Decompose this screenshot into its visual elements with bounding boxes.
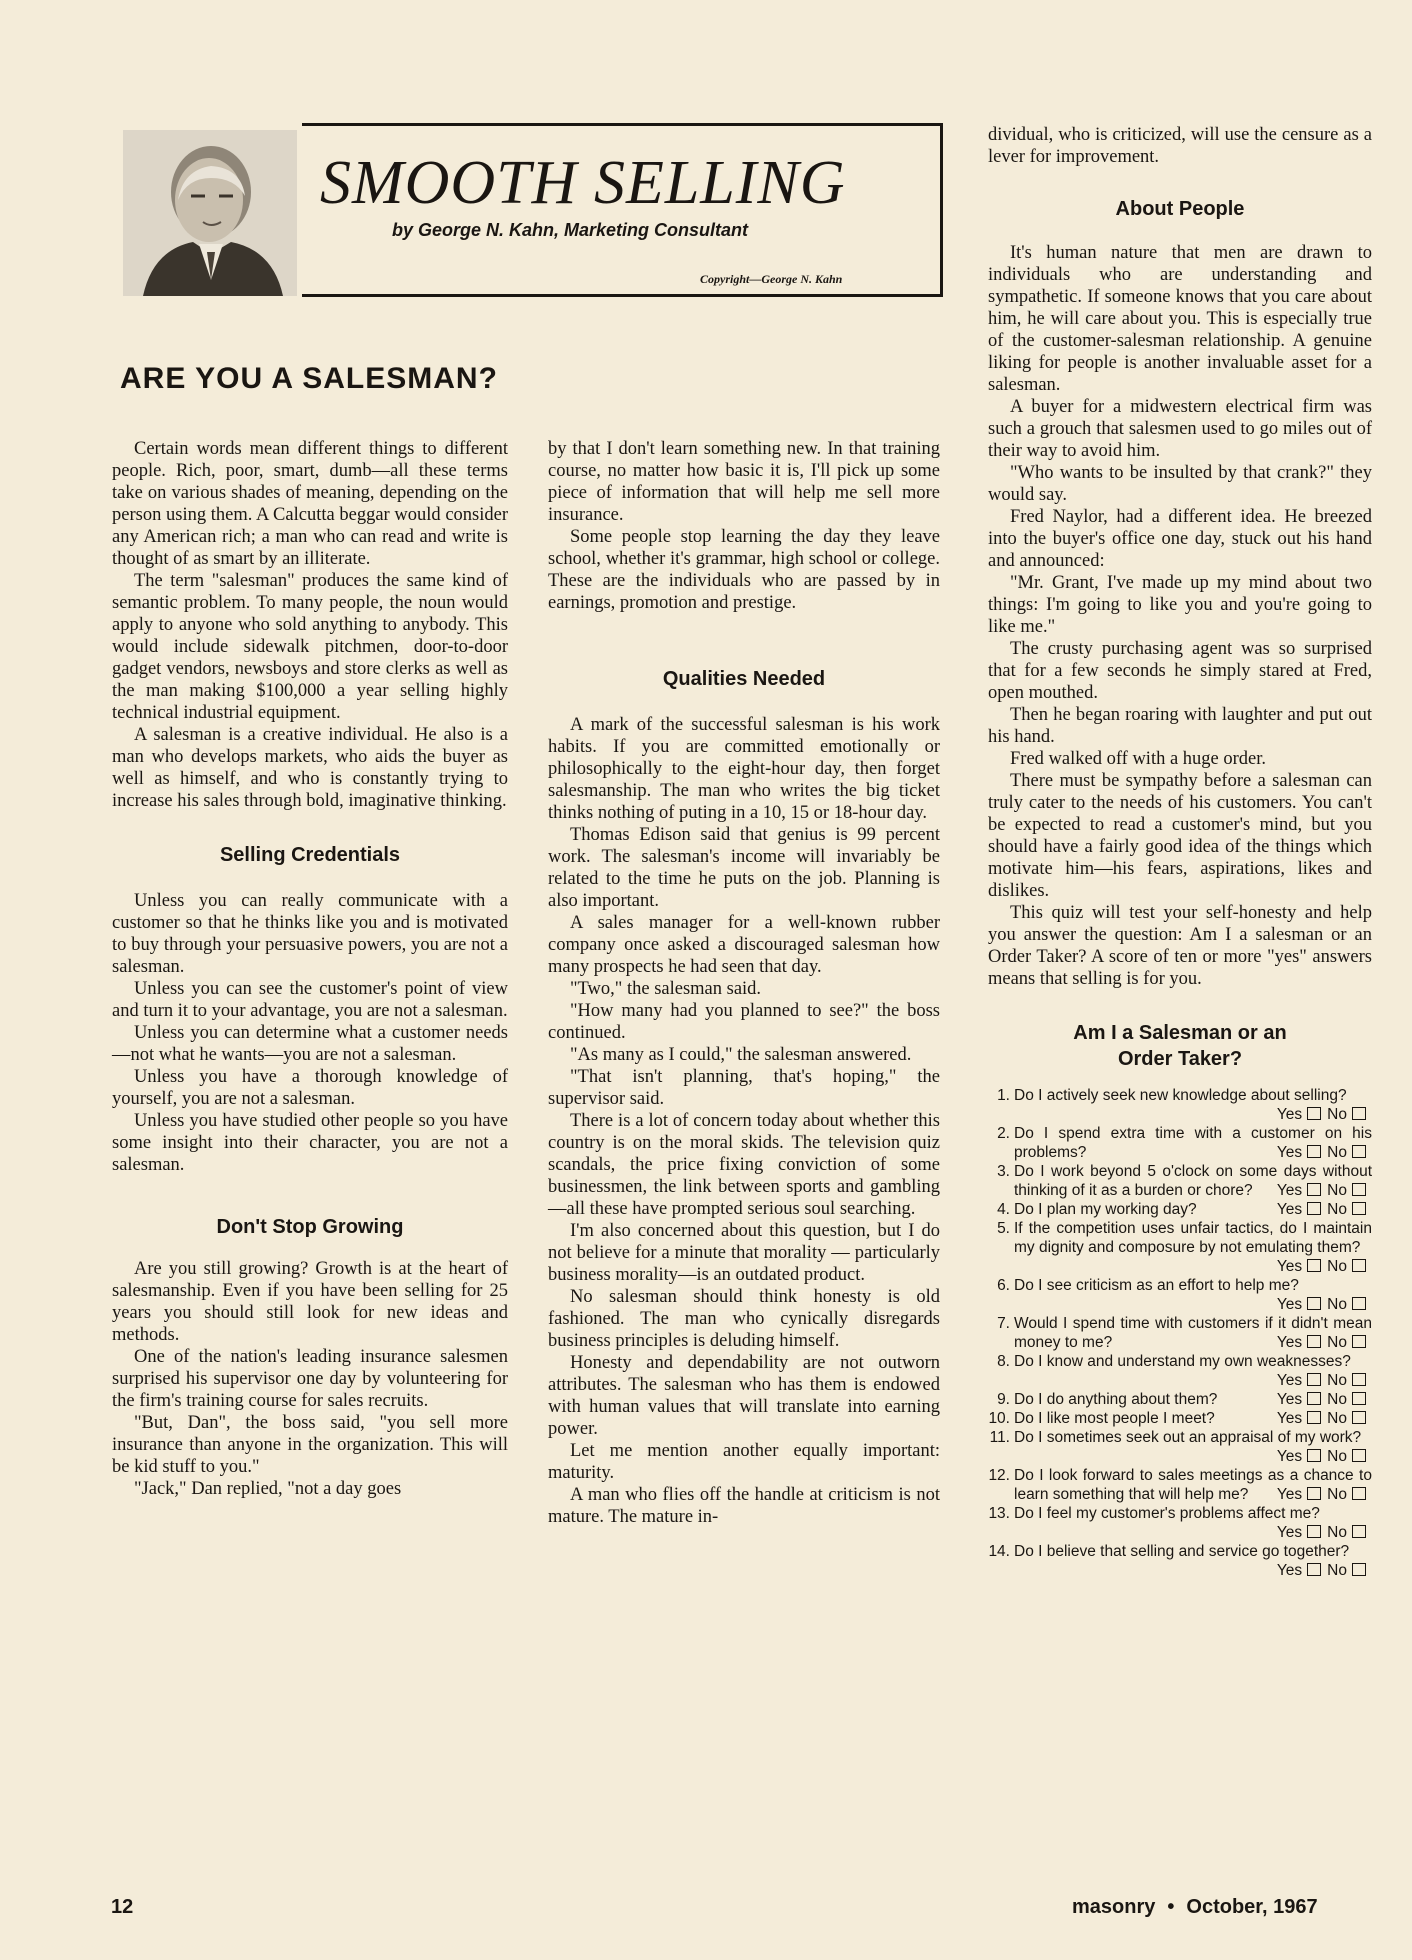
quiz-item [988,1466,1372,1504]
no-label: No [1327,1296,1347,1313]
no-checkbox[interactable] [1352,1449,1366,1462]
paragraph: Honesty and dependability are not outworn attributes. The salesman who has them is endowed with human values that will translate into earning power. [548,1353,940,1439]
article-title: ARE YOU A SALESMAN? [120,362,498,395]
yes-label: Yes [1276,1562,1303,1579]
no-label: No [1327,1410,1347,1427]
quiz-item [988,1409,1372,1428]
no-label: No [1327,1258,1347,1275]
section-heading-about-people: About People [1115,198,1245,220]
yes-no-answer [1277,1295,1372,1314]
quiz-question: Do I know and understand my own weaknesses? [1014,1353,1351,1370]
quiz-question: Do I plan my working day? [1014,1201,1197,1218]
yes-label: Yes [1276,1448,1303,1465]
quiz-question: Do I see criticism as an effort to help me? [1014,1277,1299,1294]
paragraph: "Two," the salesman said. [570,979,762,999]
paragraph: A man who flies off the handle at criticism is not mature. The mature in- [548,1485,940,1527]
quiz-list [988,1086,1372,1580]
column-3 [988,124,1372,1580]
quiz-item-number: 4. [997,1201,1010,1218]
paragraph: A salesman is a creative individual. He also is a man who develops markets, who aids the buyer as well as himself, and who is constantly trying to increase his sales through bold, imaginative thinking. [112,725,508,811]
quiz-question: Do I believe that selling and service go together? [1014,1543,1350,1560]
quiz-item [988,1504,1372,1542]
section-heading-selling-credentials: Selling Credentials [219,844,401,866]
quiz-item [988,1219,1372,1276]
quiz-question: Do I actively seek new knowledge about selling? [1014,1087,1347,1104]
yes-label: Yes [1276,1334,1303,1351]
yes-no-answer [1277,1200,1372,1219]
section-heading-dont-stop-growing: Don't Stop Growing [216,1216,404,1238]
quiz-item-number: 1. [997,1087,1010,1104]
quiz-item [988,1124,1372,1162]
paragraph: by that I don't learn something new. In that training course, no matter how basic it is, I'll pick up some piece of information that will help me sell more insurance. [548,439,940,525]
no-label: No [1327,1201,1347,1218]
no-checkbox[interactable] [1352,1259,1366,1272]
no-label: No [1327,1448,1347,1465]
quiz-question: Do I spend extra time with a customer on his problems? [1014,1125,1372,1161]
author-portrait-image [123,130,297,296]
quiz-item [988,1162,1372,1200]
no-checkbox[interactable] [1352,1487,1366,1500]
yes-label: Yes [1276,1524,1303,1541]
quiz-question: Do I do anything about them? [1014,1391,1218,1408]
yes-no-answer [1277,1485,1372,1504]
paragraph: Fred walked off with a huge order. [1010,749,1267,769]
yes-checkbox[interactable] [1307,1392,1321,1405]
yes-no-answer [1277,1390,1372,1409]
yes-no-answer [1277,1143,1372,1162]
paragraph: A buyer for a midwestern electrical firm was such a grouch that salesmen used to go miles out of their way to avoid him. [988,397,1372,461]
paragraph: A mark of the successful salesman is his work habits. If you are committed emotionally or philosophically to the eight-hour day, then forget salesmanship. The man who writes the big ticket thinks nothing of puting in a 10, 15 or 18-hour day. [548,715,940,823]
yes-checkbox[interactable] [1307,1297,1321,1310]
yes-label: Yes [1276,1182,1303,1199]
bullet-separator: • [1167,1896,1175,1918]
quiz-item [988,1086,1372,1124]
yes-label: Yes [1276,1410,1303,1427]
no-checkbox[interactable] [1352,1411,1366,1424]
paragraph: Certain words mean different things to different people. Rich, poor, smart, dumb—all these terms take on various shades of meaning, depending on the person using them. A Calcutta beggar would consider any American rich; a man who can read and write is thought of as smart by an illiterate. [112,439,508,569]
yes-label: Yes [1276,1144,1303,1161]
yes-checkbox[interactable] [1307,1563,1321,1576]
no-label: No [1327,1182,1347,1199]
quiz-item-number: 2. [997,1125,1010,1142]
quiz-item-number: 3. [997,1163,1010,1180]
paragraph: dividual, who is criticized, will use the censure as a lever for improvement. [988,125,1372,167]
paragraph: Unless you have studied other people so you have some insight into their character, you are not a salesman. [112,1111,508,1175]
byline: by George N. Kahn, Marketing Consultant [392,220,749,240]
page-number: 12 [111,1896,134,1918]
yes-checkbox[interactable] [1307,1335,1321,1348]
paragraph: Unless you can really communicate with a customer so that he thinks like you and is motivated to buy through your persuasive powers, you are not a salesman. [112,891,508,977]
paragraph: Thomas Edison said that genius is 99 percent work. The salesman's income will invariably be related to the time he puts on the job. Planning is also important. [548,825,940,911]
yes-no-answer [1277,1523,1372,1542]
quiz-item [988,1352,1372,1390]
no-checkbox[interactable] [1352,1202,1366,1215]
magazine-name: masonry [1072,1896,1156,1918]
yes-no-answer [1277,1257,1372,1276]
paragraph: One of the nation's leading insurance salesmen surprised his supervisor one day by volunteering for the firm's training course for sales recruits. [112,1347,508,1411]
yes-checkbox[interactable] [1307,1411,1321,1424]
yes-no-answer [1277,1447,1372,1466]
yes-checkbox[interactable] [1307,1449,1321,1462]
yes-label: Yes [1276,1201,1303,1218]
quiz-question: If the competition uses unfair tactics, do I maintain my dignity and composure by not emulating them? [1014,1220,1372,1256]
column-1 [112,438,508,1500]
paragraph: Let me mention another equally important: maturity. [548,1441,940,1483]
quiz-question: Do I work beyond 5 o'clock on some days without thinking of it as a burden or chore? [1014,1163,1372,1199]
paragraph: Unless you can determine what a customer needs—not what he wants—you are not a salesman. [112,1023,508,1065]
quiz-question: Do I feel my customer's problems affect me? [1014,1505,1320,1522]
quiz-item [988,1428,1372,1466]
paragraph: I'm also concerned about this question, but I do not believe for a minute that morality — particularly business morality—is an outdated product. [548,1221,940,1285]
column-title: SMOOTH SELLING [320,149,846,217]
quiz-item-number: 13. [988,1505,1010,1522]
yes-no-answer [1277,1561,1372,1580]
yes-no-answer [1277,1371,1372,1390]
publication-footer [1072,1896,1318,1919]
quiz-item-number: 9. [997,1391,1010,1408]
paragraph: Fred Naylor, had a different idea. He breezed into the buyer's office one day, stuck out his hand and announced: [988,507,1372,571]
no-checkbox[interactable] [1352,1335,1366,1348]
issue-date: October, 1967 [1186,1896,1318,1918]
yes-checkbox[interactable] [1307,1183,1321,1196]
yes-checkbox[interactable] [1307,1202,1321,1215]
paragraph: "Jack," Dan replied, "not a day goes [134,1479,402,1499]
yes-label: Yes [1276,1258,1303,1275]
quiz-question: Do I look forward to sales meetings as a chance to learn something that will help me? [1014,1467,1372,1503]
quiz-title-line-2: Order Taker? [1117,1048,1243,1070]
no-label: No [1327,1334,1347,1351]
no-checkbox[interactable] [1352,1297,1366,1310]
no-label: No [1327,1486,1347,1503]
quiz-item-number: 7. [997,1315,1010,1332]
paragraph: Are you still growing? Growth is at the heart of salesmanship. Even if you have been selling for 25 years you should still look for new ideas and methods. [112,1259,508,1345]
author-portrait [123,130,297,296]
paragraph: The crusty purchasing agent was so surprised that for a few seconds he simply stared at Fred, open mouthed. [988,639,1372,703]
paragraph: Some people stop learning the day they leave school, whether it's grammar, high school or college. These are the individuals who are passed by in earnings, promotion and prestige. [548,527,940,613]
quiz-item [988,1390,1372,1409]
yes-checkbox[interactable] [1307,1107,1321,1120]
paragraph: "How many had you planned to see?" the boss continued. [548,1001,940,1043]
yes-checkbox[interactable] [1307,1145,1321,1158]
yes-no-answer [1277,1105,1372,1124]
quiz-question: Would I spend time with customers if it didn't mean money to me? [1014,1315,1372,1351]
yes-no-answer [1277,1409,1372,1428]
paragraph: There must be sympathy before a salesman can truly cater to the needs of his customers. You can't be expected to read a customer's mind, but you should have a fairly good idea of the things which motivate him—his fears, aspirations, likes and dislikes. [988,771,1372,901]
yes-checkbox[interactable] [1307,1373,1321,1386]
copyright-notice: Copyright—George N. Kahn [700,272,843,286]
paragraph: Unless you can see the customer's point of view and turn it to your advantage, you are not a salesman. [112,979,508,1021]
yes-label: Yes [1276,1391,1303,1408]
column-2 [548,438,940,1528]
yes-no-answer [1277,1181,1372,1200]
paragraph: "As many as I could," the salesman answered. [570,1045,912,1065]
yes-checkbox[interactable] [1307,1487,1321,1500]
paragraph: There is a lot of concern today about whether this country is on the moral skids. The television quiz scandals, the price fixing conviction of some businessmen, the link between sports and gambling—all these have prompted serious soul searching. [548,1111,940,1219]
paragraph: "Who wants to be insulted by that crank?" they would say. [988,463,1372,505]
no-checkbox[interactable] [1352,1107,1366,1120]
section-heading-qualities-needed: Qualities Needed [662,668,826,690]
yes-no-answer [1277,1333,1372,1352]
paragraph: It's human nature that men are drawn to individuals who are understanding and sympathetic. If someone knows that you care about him, he will care about you. This is especially true of the customer-salesman relationship. A genuine liking for people is another invaluable asset for a salesman. [988,243,1372,395]
quiz-item [988,1314,1372,1352]
no-label: No [1327,1524,1347,1541]
yes-checkbox[interactable] [1307,1259,1321,1272]
yes-checkbox[interactable] [1307,1525,1321,1538]
paragraph: This quiz will test your self-honesty and help you answer the question: Am I a salesman or an Order Taker? A score of ten or more "yes" answers means that selling is for you. [988,903,1372,989]
quiz-item [988,1276,1372,1314]
yes-label: Yes [1276,1106,1303,1123]
quiz-item-number: 6. [997,1277,1010,1294]
no-checkbox[interactable] [1352,1392,1366,1405]
yes-label: Yes [1276,1296,1303,1313]
paragraph: Unless you have a thorough knowledge of yourself, you are not a salesman. [112,1067,508,1109]
no-checkbox[interactable] [1352,1373,1366,1386]
yes-label: Yes [1276,1372,1303,1389]
no-label: No [1327,1106,1347,1123]
quiz-item-number: 14. [988,1543,1010,1560]
paragraph: No salesman should think honesty is old fashioned. The man who cynically disregards business principles is deluding himself. [548,1287,940,1351]
paragraph: "But, Dan", the boss said, "you sell more insurance than anyone in the organization. This will be kid stuff to you." [112,1413,508,1477]
no-label: No [1327,1562,1347,1579]
no-checkbox[interactable] [1352,1563,1366,1576]
paragraph: A sales manager for a well-known rubber company once asked a discouraged salesman how many prospects he had seen that day. [548,913,940,977]
paragraph: The term "salesman" produces the same kind of semantic problem. To many people, the noun would apply to anyone who sold anything to anybody. This would include sidewalk pitchmen, door-to-door gadget vendors, newsboys and store clerks as well as the man making $100,000 a year selling highly technical industrial equipment. [112,571,508,723]
no-label: No [1327,1144,1347,1161]
paragraph: "That isn't planning, that's hoping," the supervisor said. [548,1067,940,1109]
quiz-question: Do I like most people I meet? [1014,1410,1215,1427]
quiz-item-number: 5. [997,1220,1010,1237]
quiz-item-number: 11. [989,1429,1010,1446]
no-label: No [1327,1372,1347,1389]
quiz-question: Do I sometimes seek out an appraisal of my work? [1014,1429,1362,1446]
quiz-item [988,1542,1372,1580]
quiz-item [988,1200,1372,1219]
no-checkbox[interactable] [1352,1145,1366,1158]
paragraph: "Mr. Grant, I've made up my mind about two things: I'm going to like you and you're going to like me." [988,573,1372,637]
paragraph: Then he began roaring with laughter and put out his hand. [988,705,1372,747]
quiz-item-number: 10. [988,1410,1010,1427]
no-checkbox[interactable] [1352,1183,1366,1196]
quiz-item-number: 12. [988,1467,1010,1484]
no-label: No [1327,1391,1347,1408]
quiz-item-number: 8. [997,1353,1010,1370]
yes-label: Yes [1276,1486,1303,1503]
no-checkbox[interactable] [1352,1525,1366,1538]
quiz-title-line-1: Am I a Salesman or an [1073,1022,1287,1044]
